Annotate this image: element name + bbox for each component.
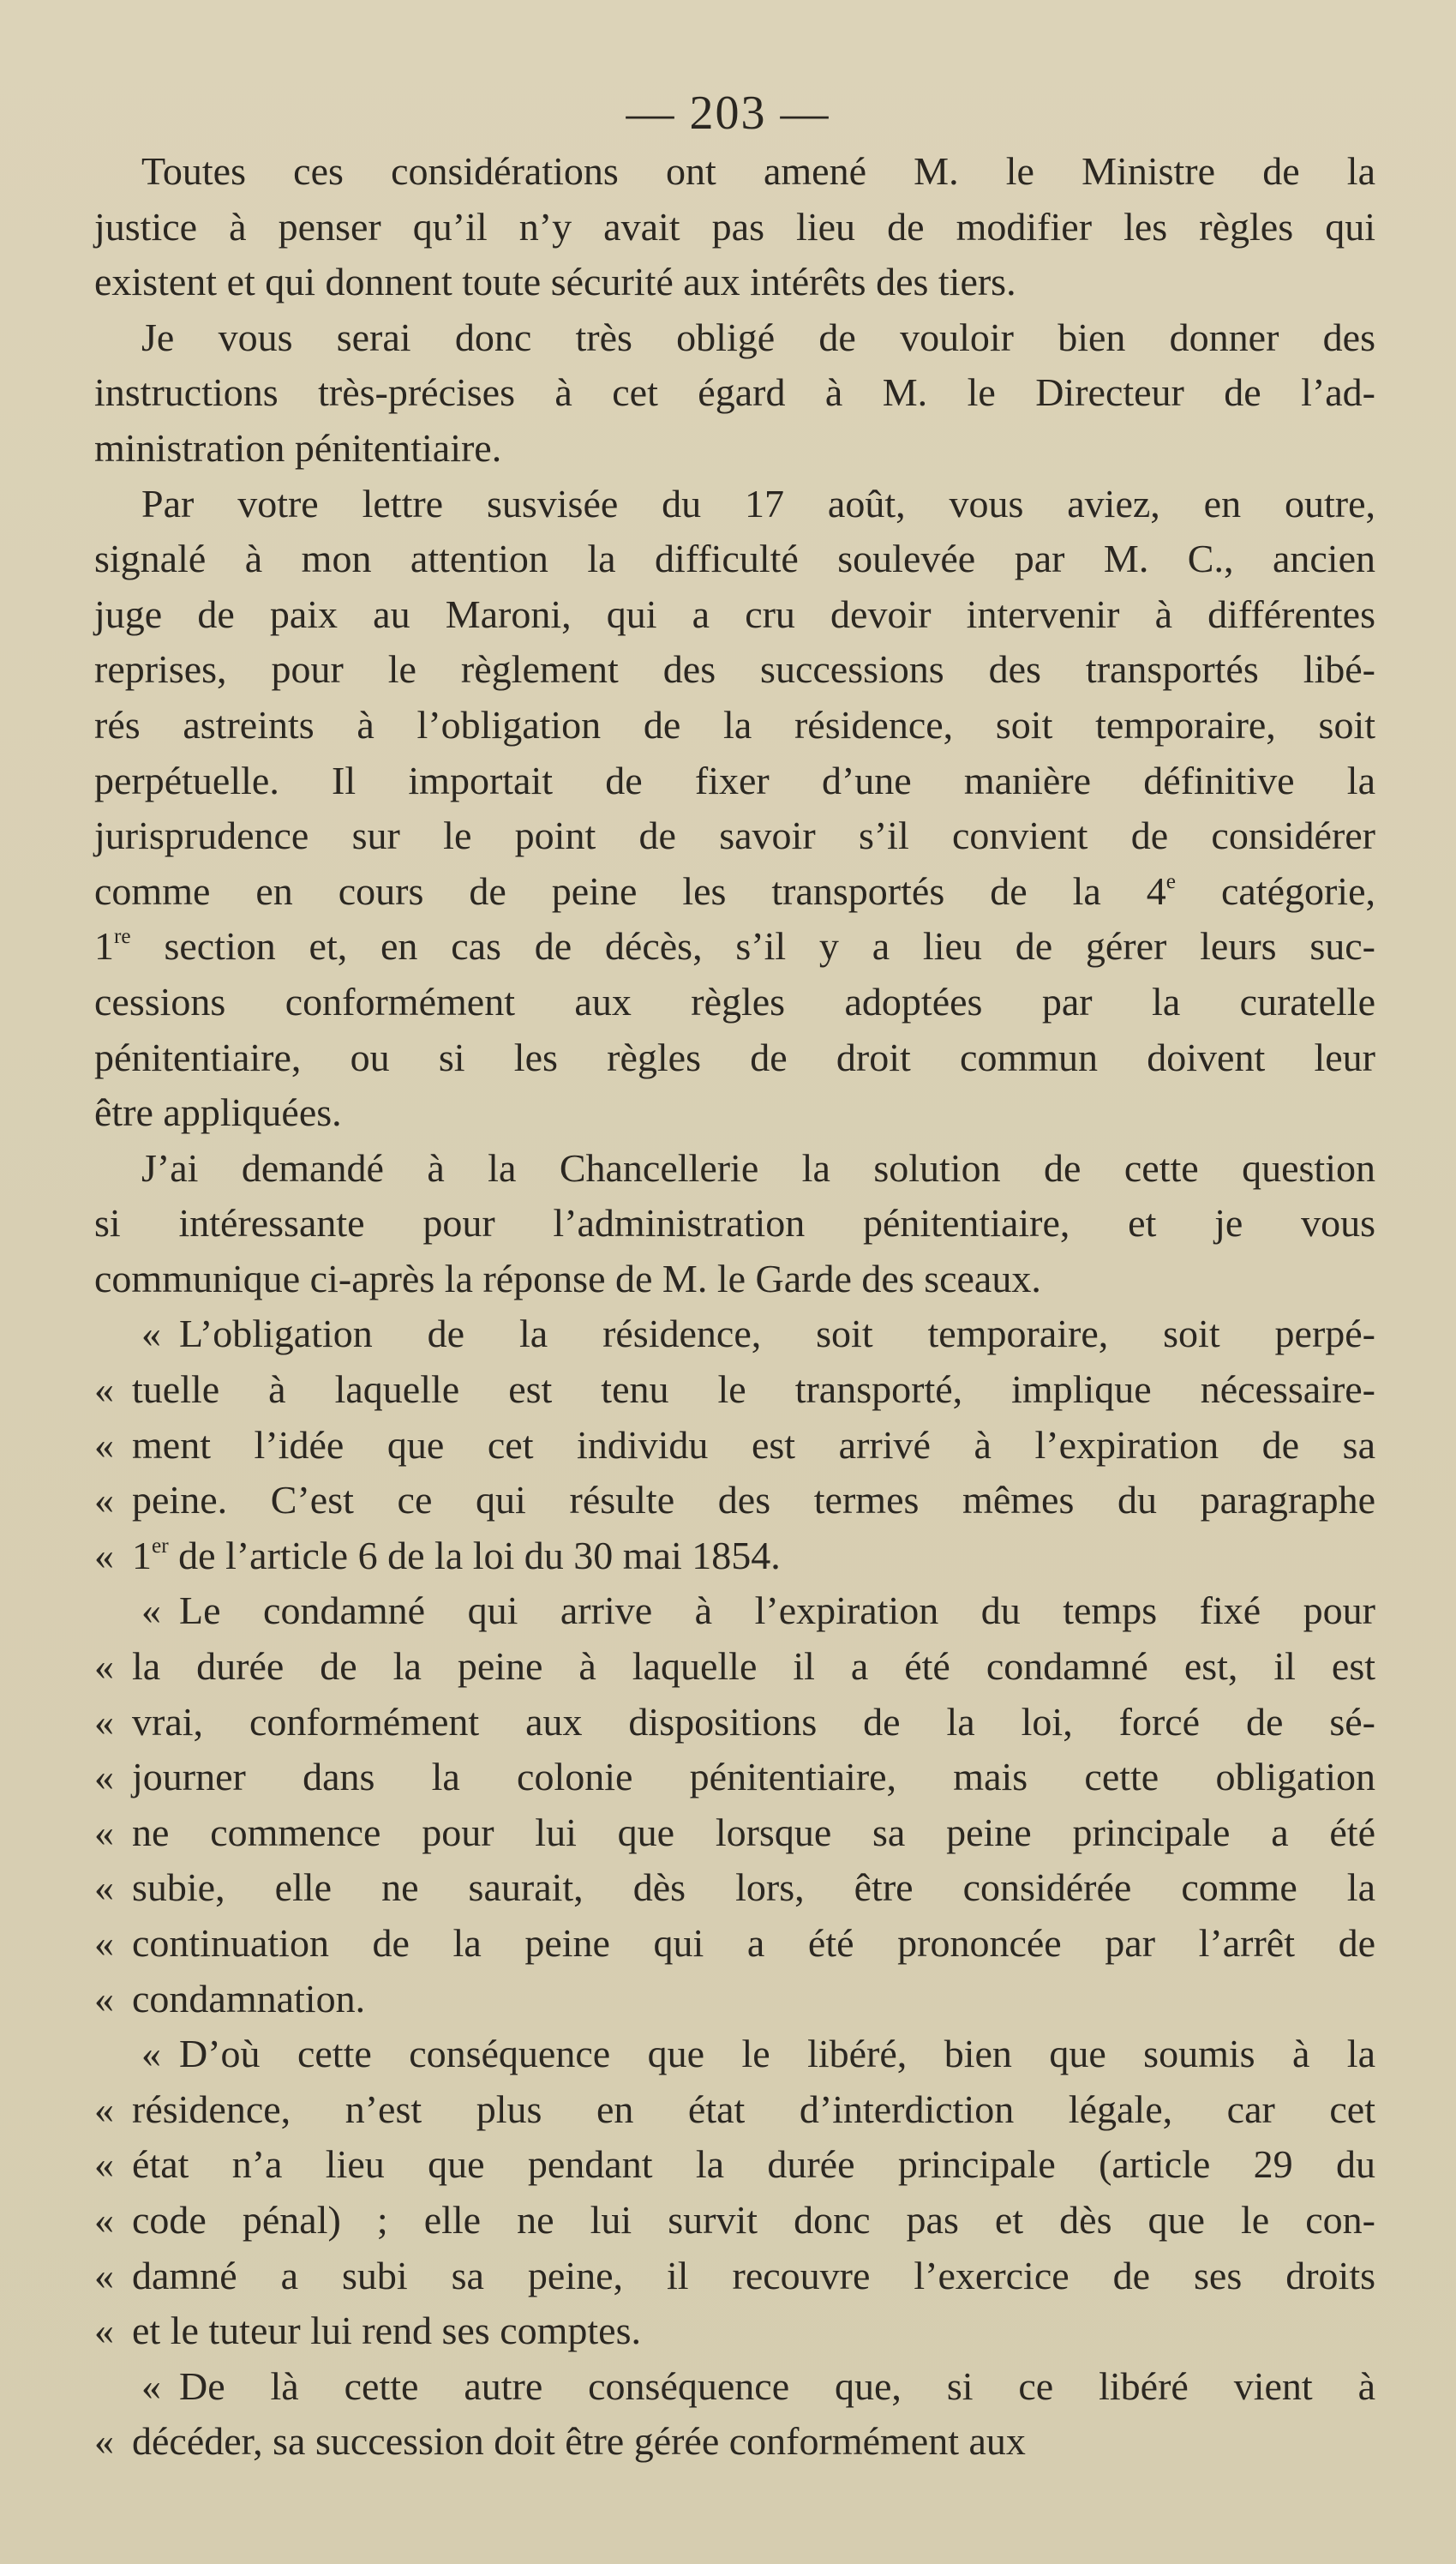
line-text: décéder, sa succession doit être gérée conformément aux	[132, 2419, 1026, 2464]
line-text: ministration pénitentiaire.	[94, 425, 502, 470]
line-text: cessions conformément aux règles adoptées par la curatelle	[94, 979, 1375, 1024]
text-line	[94, 477, 1375, 532]
quote-mark: «	[94, 1865, 114, 1910]
text-line	[94, 1473, 1375, 1528]
text-line	[94, 1196, 1375, 1252]
text-line	[94, 2027, 1375, 2082]
text-line	[94, 1750, 1375, 1805]
paragraph-p2	[94, 310, 1375, 477]
text-line	[94, 642, 1375, 698]
line-text: L’obligation de la résidence, soit temporaire, soit perpé-	[179, 1312, 1375, 1356]
text-line	[94, 310, 1375, 366]
text-line	[94, 1639, 1375, 1695]
text-line	[94, 421, 1375, 477]
line-text: pénitentiaire, ou si les règles de droit commun doivent leur	[94, 1035, 1375, 1079]
paragraph-p1	[94, 144, 1375, 310]
quote-mark: «	[94, 1478, 114, 1522]
quote-mark: «	[141, 1588, 161, 1633]
line-text: juge de paix au Maroni, qui a cru devoir intervenir à différentes	[94, 591, 1375, 636]
line-text: existent et qui donnent toute sécurité aux intérêts des tiers.	[94, 260, 1016, 304]
line-text: communique ci-après la réponse de M. le Garde des sceaux.	[94, 1256, 1041, 1300]
text-line	[94, 919, 1375, 975]
line-text: ne commence pour lui que lorsque sa peine principale a été	[132, 1810, 1375, 1854]
line-text: journer dans la colonie pénitentiaire, mais cette obligation	[132, 1755, 1375, 1799]
quote-mark: «	[94, 1533, 114, 1577]
text-line	[94, 1085, 1375, 1141]
text-line	[94, 1252, 1375, 1307]
text-line	[94, 698, 1375, 754]
text-line	[94, 1860, 1375, 1916]
quote-mark: «	[141, 2032, 161, 2076]
text-line	[94, 1141, 1375, 1197]
text-line	[94, 1695, 1375, 1750]
quote-mark: «	[94, 1644, 114, 1689]
text-line	[94, 1528, 1375, 1584]
line-text: subie, elle ne saurait, dès lors, être considérée comme la	[132, 1865, 1375, 1910]
line-text: Par votre lettre susvisée du 17 août, vous aviez, en outre,	[141, 481, 1375, 525]
text-line	[94, 754, 1375, 809]
paragraph-p3	[94, 477, 1375, 1141]
quoted-paragraph-q2	[94, 1583, 1375, 2027]
quoted-paragraph-q3	[94, 2027, 1375, 2359]
line-text: tuelle à laquelle est tenu le transporté, implique nécessaire-	[132, 1367, 1375, 1412]
line-text: Je vous serai donc très obligé de vouloir bien donner des	[141, 315, 1375, 359]
text-line	[94, 2303, 1375, 2359]
line-text: si intéressante pour l’administration pénitentiaire, et je vous	[94, 1201, 1375, 1246]
line-text: justice à penser qu’il n’y avait pas lieu de modifier les règles qui	[94, 204, 1375, 249]
quoted-paragraph-q1	[94, 1306, 1375, 1583]
line-text: Le condamné qui arrive à l’expiration du temps fixé pour	[179, 1588, 1375, 1633]
text-line	[94, 1916, 1375, 1972]
line-text: 1er de l’article 6 de la loi du 30 mai 1854.	[132, 1533, 781, 1577]
line-text: jurisprudence sur le point de savoir s’il convient de considérer	[94, 814, 1375, 858]
line-text: continuation de la peine qui a été prononcée par l’arrêt de	[132, 1921, 1375, 1965]
text-line	[94, 1418, 1375, 1474]
quote-mark: «	[141, 2363, 161, 2408]
quote-mark: «	[94, 1699, 114, 1744]
text-line	[94, 1805, 1375, 1861]
quote-mark: «	[94, 2253, 114, 2297]
paragraph-p4	[94, 1141, 1375, 1307]
quote-mark: «	[94, 1921, 114, 1965]
quote-mark: «	[94, 1422, 114, 1467]
text-line	[94, 2137, 1375, 2193]
line-text: la durée de la peine à laquelle il a été condamné est, il est	[132, 1644, 1375, 1689]
line-text: rés astreints à l’obligation de la résidence, soit temporaire, soit	[94, 702, 1375, 747]
line-text: J’ai demandé à la Chancellerie la solution de cette question	[141, 1145, 1375, 1190]
text-line	[94, 1030, 1375, 1086]
line-text: reprises, pour le règlement des successions des transportés libé-	[94, 647, 1375, 692]
text-line	[94, 1972, 1375, 2027]
page-number: — 203 —	[626, 87, 830, 140]
line-text: et le tuteur lui rend ses comptes.	[132, 2309, 642, 2353]
line-text: ment l’idée que cet individu est arrivé à l’expiration de sa	[132, 1422, 1375, 1467]
text-line	[94, 2414, 1375, 2470]
line-text: damné a subi sa peine, il recouvre l’exercice de ses droits	[132, 2253, 1375, 2297]
text-line	[94, 864, 1375, 920]
text-line	[94, 808, 1375, 864]
quote-mark: «	[94, 2142, 114, 2187]
line-text: instructions très-précises à cet égard à M. le Directeur de l’ad-	[94, 370, 1375, 415]
text-line	[94, 1583, 1375, 1639]
line-text: vrai, conformément aux dispositions de la loi, forcé de sé-	[132, 1699, 1375, 1744]
document-body	[94, 144, 1375, 2470]
line-text: condamnation.	[132, 1976, 366, 2021]
quoted-paragraph-q4	[94, 2359, 1375, 2470]
line-text: 1re section et, en cas de décès, s’il y a lieu de gérer leurs suc-	[94, 924, 1375, 969]
line-text: De là cette autre conséquence que, si ce libéré vient à	[179, 2363, 1375, 2408]
line-text: être appliquées.	[94, 1090, 342, 1135]
quote-mark: «	[141, 1312, 161, 1356]
line-text: résidence, n’est plus en état d’interdiction légale, car cet	[132, 2087, 1375, 2131]
text-line	[94, 200, 1375, 255]
line-text: peine. C’est ce qui résulte des termes mêmes du paragraphe	[132, 1478, 1375, 1522]
quote-mark: «	[94, 1976, 114, 2021]
line-text: signalé à mon attention la difficulté soulevée par M. C., ancien	[94, 537, 1375, 581]
text-line	[94, 144, 1375, 200]
text-line	[94, 1362, 1375, 1418]
line-text: Toutes ces considérations ont amené M. le Ministre de la	[141, 149, 1375, 193]
line-text: perpétuelle. Il importait de fixer d’une manière définitive la	[94, 758, 1375, 802]
text-line	[94, 531, 1375, 587]
quote-mark: «	[94, 2197, 114, 2242]
line-text: état n’a lieu que pendant la durée principale (article 29 du	[132, 2142, 1375, 2187]
text-line	[94, 255, 1375, 310]
text-line	[94, 2193, 1375, 2249]
quote-mark: «	[94, 2419, 114, 2464]
line-text: D’où cette conséquence que le libéré, bien que soumis à la	[179, 2032, 1375, 2076]
line-text: comme en cours de peine les transportés de la 4e catégorie,	[94, 868, 1375, 913]
text-line	[94, 365, 1375, 421]
quote-mark: «	[94, 1367, 114, 1412]
text-line	[94, 1306, 1375, 1362]
text-line	[94, 975, 1375, 1030]
quote-mark: «	[94, 1810, 114, 1854]
text-line	[94, 2249, 1375, 2304]
text-line	[94, 2359, 1375, 2415]
text-line	[94, 2082, 1375, 2138]
text-line	[94, 587, 1375, 643]
line-text: code pénal) ; elle ne lui survit donc pas et dès que le con-	[132, 2197, 1375, 2242]
quote-mark: «	[94, 2309, 114, 2353]
quote-mark: «	[94, 1755, 114, 1799]
quote-mark: «	[94, 2087, 114, 2131]
